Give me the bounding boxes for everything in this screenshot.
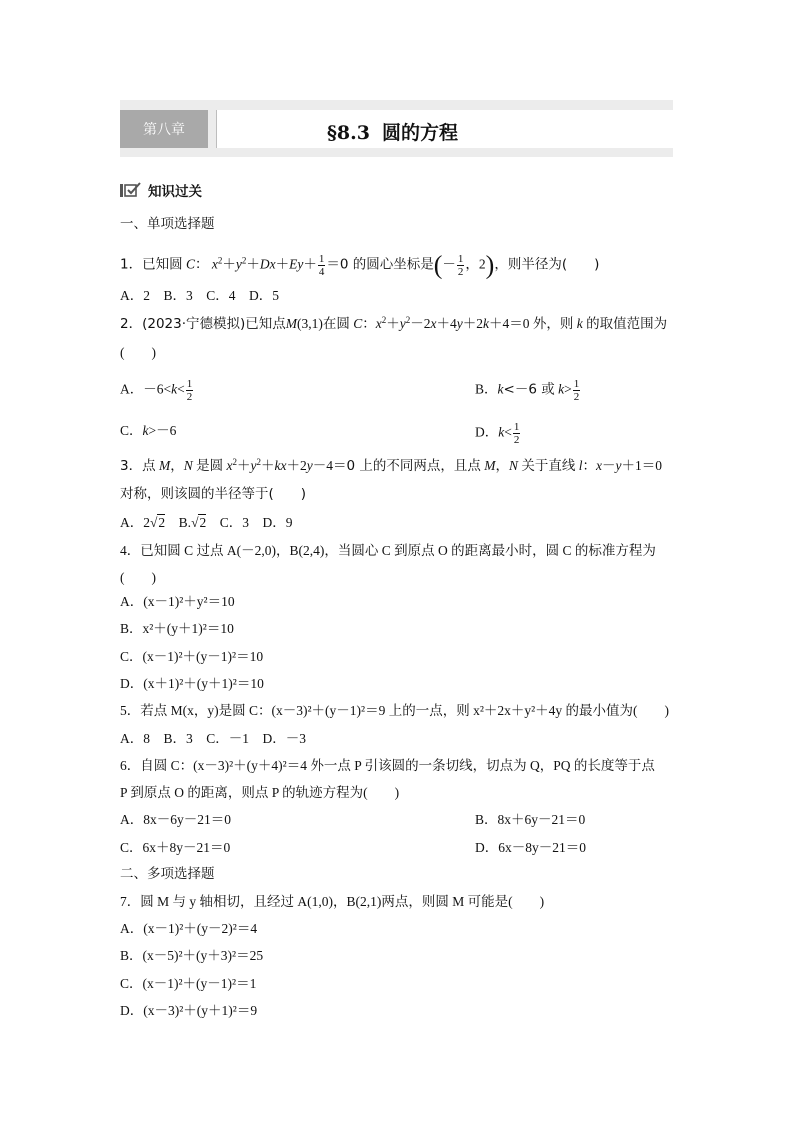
question-7-option-a: A．(x－1)²＋(y－2)²＝4	[120, 921, 258, 936]
page-title	[327, 118, 458, 145]
question-3: 3．点 M，N 是圆 $x^2+y^2+kx+2y-4=0$ 上的不同两点，且点 M，N 关于直线 l：x－y＋1＝0	[120, 457, 663, 474]
question-2-paren: ( )	[120, 345, 156, 360]
question-4-option-b: B．x²＋(y＋1)²＝10	[120, 621, 234, 636]
chapter-tab	[120, 110, 208, 148]
question-7-option-c: C．(x－1)²＋(y－1)²＝1	[120, 976, 257, 991]
question-4-option-c: C．(x－1)²＋(y－1)²＝10	[120, 649, 264, 664]
question-4-paren: ( )	[120, 570, 156, 585]
question-7-option-d: D．(x－3)²＋(y＋1)²＝9	[120, 1003, 258, 1018]
fraction: $\frac{1}{4}$	[318, 253, 325, 278]
question-1-options: A．2 B．3 C．4 D．5	[120, 288, 280, 303]
question-1: 1．已知圆 C： $x^2+y^2+Dx+Ey+$ $\frac{1}{4}$ ＝0 的圆心坐标是(－ $\frac{1}{2}$ ，2)，则半径为( )	[120, 250, 600, 280]
question-6-line2: P 到原点 O 的距离，则点 P 的轨迹方程为( )	[120, 785, 400, 800]
question-4-option-d: D．(x＋1)²＋(y＋1)²＝10	[120, 676, 264, 691]
knowledge-heading-text: 知识过关	[148, 184, 202, 200]
question-4: 4．已知圆 C 过点 A(－2,0)，B(2,4)，当圆心 C 到原点 O 的距离最小时，圆 C 的标准方程为	[120, 543, 656, 558]
checkbox-icon	[120, 182, 142, 198]
section-title-box	[216, 110, 674, 148]
section-title: 圆的方程	[382, 122, 459, 144]
question-4-option-a: A．(x－1)²＋y²＝10	[120, 594, 235, 609]
fraction: $\frac{1}{2}$	[457, 253, 464, 278]
question-2-options-cd: C．k>－6 D．k< $\frac{1}{2}$	[120, 421, 520, 446]
question-5: 5．若点 M(x，y)是圆 C：(x－3)²＋(y－1)²＝9 上的一点，则 x²＋2x＋y²＋4y 的最小值为( )	[120, 703, 670, 718]
question-6-options-cd: C．6x＋8y－21＝0 D．6x－8y－21＝0	[120, 840, 586, 855]
part1-heading: 一、单项选择题	[120, 216, 215, 232]
question-3-options: A．2√2 B.√2 C．3 D．9	[120, 515, 293, 530]
question-3-line2: 对称，则该圆的半径等于( )	[120, 486, 307, 502]
question-2: 2．(2023·宁德模拟)已知点M(3,1)在圆 C：$x^2+y^2-2x+4y+2k+4=0$ 外，则 k 的取值范围为	[120, 315, 668, 332]
question-5-options: A．8 B．3 C．－1 D．－3	[120, 731, 307, 746]
knowledge-heading	[120, 180, 202, 200]
question-6: 6．自圆 C：(x－3)²＋(y＋4)²＝4 外一点 P 引该圆的一条切线，切点为 Q，PQ 的长度等于点	[120, 758, 655, 773]
section-number: §8.3	[327, 122, 370, 144]
question-6-options-ab: A．8x－6y－21＝0 B．8x＋6y－21＝0	[120, 812, 586, 827]
part2-heading: 二、多项选择题	[120, 866, 215, 882]
question-7-option-b: B．(x－5)²＋(y＋3)²＝25	[120, 948, 264, 963]
question-7: 7．圆 M 与 y 轴相切，且经过 A(1,0)，B(2,1)两点，则圆 M 可能是( )	[120, 894, 545, 909]
question-2-options-ab: A．－6<k< $\frac{1}{2}$ B．k<－6 或 k> $\frac{1}{2}$	[120, 378, 580, 403]
chapter-label: 第八章	[143, 122, 185, 138]
